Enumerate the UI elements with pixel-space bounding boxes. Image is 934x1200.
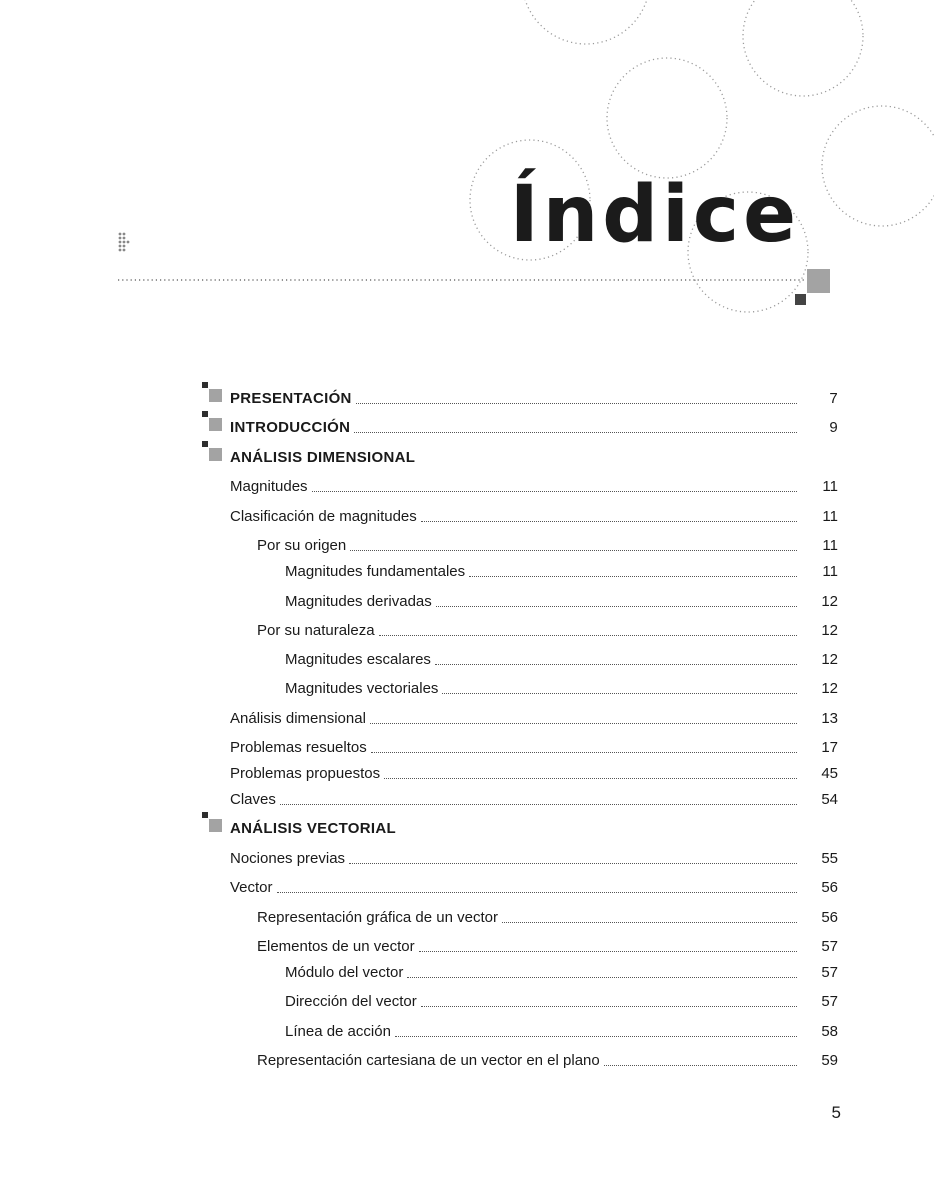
toc-entry-page: 11 (822, 537, 838, 554)
toc-entry-row (0, 735, 934, 757)
toc-entry-row (0, 589, 934, 611)
section-bullet-icon (202, 812, 224, 834)
toc-entry-row (0, 846, 934, 868)
toc-entry-title: Magnitudes derivadas (285, 593, 432, 610)
decorative-circle (522, 0, 650, 44)
toc-entry-title: PRESENTACIÓN (230, 390, 352, 407)
toc-entry-row (0, 761, 934, 783)
toc-entry-page: 12 (821, 651, 838, 668)
toc-entry-page: 45 (821, 765, 838, 782)
toc-leader-dots (379, 635, 797, 636)
toc-leader-dots (312, 491, 797, 492)
toc-entry-title: Representación gráfica de un vector (257, 909, 498, 926)
toc-entry-row (0, 533, 934, 555)
toc-entry-page: 13 (821, 710, 838, 727)
toc-leader-dots (350, 550, 797, 551)
toc-entry-title: Magnitudes escalares (285, 651, 431, 668)
toc-entry-title: Por su origen (257, 537, 347, 554)
toc-entry-row (0, 787, 934, 809)
toc-entry-title: Claves (230, 791, 276, 808)
header-decoration (0, 0, 934, 330)
toc-entry-row (0, 934, 934, 956)
header-square-small (795, 294, 806, 305)
toc-entry-page: 9 (829, 419, 838, 436)
toc-leader-dots (604, 1065, 797, 1066)
toc-entry-page: 57 (821, 993, 838, 1010)
toc-entry-title: Dirección del vector (285, 993, 417, 1010)
toc-entry-page: 54 (821, 791, 838, 808)
toc-leader-dots (435, 664, 797, 665)
toc-entry-title: Por su naturaleza (257, 622, 375, 639)
toc-entry-page: 12 (821, 593, 838, 610)
section-bullet-icon (202, 382, 224, 404)
toc-section-row (0, 445, 934, 467)
toc-entry-row (0, 504, 934, 526)
toc-entry-title: Problemas resueltos (230, 739, 367, 756)
toc-entry-page: 12 (821, 622, 838, 639)
toc-leader-dots (442, 693, 797, 694)
page-number: 5 (831, 1103, 841, 1122)
toc-entry-title: Elementos de un vector (257, 938, 415, 955)
toc-entry-title: Problemas propuestos (230, 765, 381, 782)
toc-leader-dots (421, 1006, 797, 1007)
toc-leader-dots (395, 1036, 797, 1037)
dots-icon (119, 233, 130, 252)
toc-entry-page: 57 (821, 938, 838, 955)
toc-entry-title: Representación cartesiana de un vector en el plano (257, 1052, 600, 1069)
toc-leader-dots (407, 977, 797, 978)
toc-entry-page: 59 (821, 1052, 838, 1069)
toc-entry-page: 58 (821, 1023, 838, 1040)
toc-entry-row (0, 905, 934, 927)
toc-leader-dots (436, 606, 797, 607)
section-bullet-icon (202, 411, 224, 433)
toc-entry-title: INTRODUCCIÓN (230, 419, 351, 436)
toc-entry-page: 7 (829, 390, 838, 407)
toc-entry-row (0, 647, 934, 669)
toc-entry-page: 56 (821, 879, 838, 896)
toc-entry-title: Línea de acción (285, 1023, 391, 1040)
toc-entry-title: Magnitudes vectoriales (285, 680, 439, 697)
toc-entry-title: Magnitudes (230, 478, 308, 495)
toc-leader-dots (419, 951, 797, 952)
toc-entry-title: Nociones previas (230, 850, 346, 867)
toc-entry-row (0, 559, 934, 581)
toc-entry-title: Clasificación de magnitudes (230, 508, 417, 525)
header-square-large (807, 269, 830, 293)
toc-entry-page: 55 (821, 850, 838, 867)
page-title: Índice (509, 170, 800, 260)
toc-entry-row (0, 875, 934, 897)
toc-entry-page: 11 (822, 478, 838, 495)
toc-entry-row (0, 676, 934, 698)
toc-entry-page: 17 (821, 739, 838, 756)
toc-entry-title: ANÁLISIS VECTORIAL (230, 820, 396, 837)
toc-section-row (0, 386, 934, 408)
decorative-circle (743, 0, 863, 96)
toc-leader-dots (349, 863, 797, 864)
toc-section-row (0, 415, 934, 437)
toc-entry-page: 12 (821, 680, 838, 697)
toc-leader-dots (384, 778, 797, 779)
toc-leader-dots (502, 922, 797, 923)
toc-entry-row (0, 706, 934, 728)
toc-leader-dots (421, 521, 797, 522)
toc-entry-row (0, 1019, 934, 1041)
decorative-circle (607, 58, 727, 178)
toc-entry-page: 11 (822, 563, 838, 580)
toc-entry-row (0, 1048, 934, 1070)
toc-entry-title: Módulo del vector (285, 964, 404, 981)
toc-entry-page: 56 (821, 909, 838, 926)
toc-leader-dots (370, 723, 797, 724)
toc-leader-dots (356, 403, 797, 404)
toc-leader-dots (277, 892, 797, 893)
toc-entry-row (0, 618, 934, 640)
toc-entry-row (0, 989, 934, 1011)
toc-entry-title: ANÁLISIS DIMENSIONAL (230, 449, 416, 466)
toc-entry-page: 57 (821, 964, 838, 981)
toc-leader-dots (354, 432, 797, 433)
toc-leader-dots (280, 804, 797, 805)
toc-entry-row (0, 474, 934, 496)
toc-entry-title: Análisis dimensional (230, 710, 366, 727)
section-bullet-icon (202, 441, 224, 463)
toc-entry-page: 11 (822, 508, 838, 525)
toc-entry-row (0, 960, 934, 982)
toc-section-row (0, 816, 934, 838)
decorative-circle (822, 106, 934, 226)
toc-leader-dots (371, 752, 797, 753)
toc-entry-title: Vector (230, 879, 273, 896)
toc-leader-dots (469, 576, 797, 577)
toc-entry-title: Magnitudes fundamentales (285, 563, 466, 580)
